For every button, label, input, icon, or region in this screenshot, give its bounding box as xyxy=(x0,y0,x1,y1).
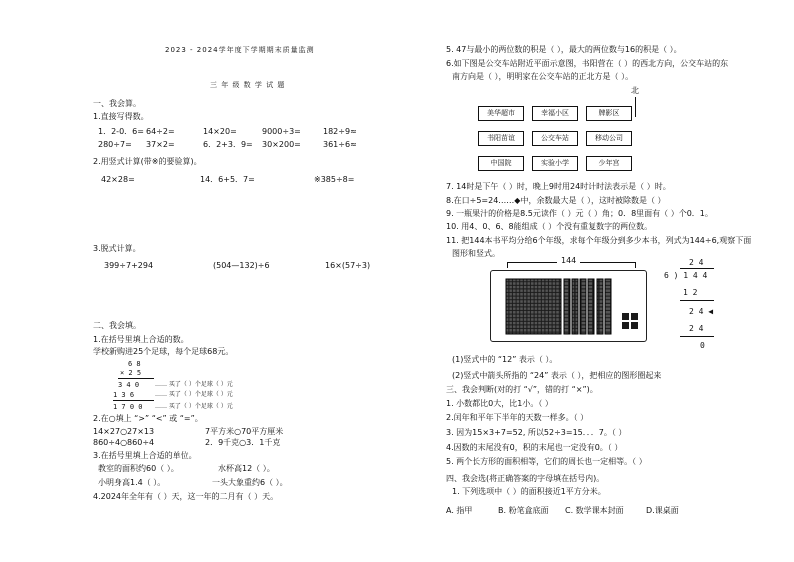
q3-instruction: 3.脱式计算。 xyxy=(93,244,141,253)
calc-note: …… 买了（ ）个足球（ ）元 xyxy=(155,381,233,388)
mixed-calc-item: 16×(57÷3) xyxy=(325,261,371,270)
fill-q11-sub1: (1)竖式中的 “12” 表示（ ）。 xyxy=(452,355,558,364)
bracket-end xyxy=(507,262,508,268)
division-rule xyxy=(680,300,714,301)
fill-q4: 4.2024年全年有（ ）天，这一年的二月有（ ）天。 xyxy=(93,492,279,501)
judge-item: 2.闰年和平年下半年的天数一样多。（ ） xyxy=(446,413,589,422)
north-label: 北 xyxy=(631,86,639,95)
division-quotient: 2 4 xyxy=(689,258,704,267)
fill-q8: 8.在口÷5=24……◆中，余数最大是（ ），这时被除数是（ ） xyxy=(446,196,666,205)
unit-item: 一头大象重约6（ ）。 xyxy=(212,478,288,487)
mult-line: × 2 5 xyxy=(120,369,142,377)
map-place: 牌影区 xyxy=(586,106,632,121)
mult-line: 3 4 0 xyxy=(118,381,140,389)
q2-instruction: 2.用竖式计算(带※的要验算)。 xyxy=(93,157,202,166)
fill-q9: 9. 一瓶果汁的价格是8.5元读作（ ）元（ ）角；0．8里面有（ ）个0．1。 xyxy=(446,209,713,218)
bracket-end xyxy=(635,262,636,268)
judge-item: 5. 两个长方形的面积相等，它们的周长也一定相等。（ ） xyxy=(446,457,647,466)
division-expression: 6 ) 1 4 4 xyxy=(664,271,708,280)
calc-item: 14×20= xyxy=(203,127,237,136)
mixed-calc-item: 399÷7+294 xyxy=(104,261,154,270)
calc-item: 6．2+3．9= xyxy=(203,140,253,149)
map-place: 幸福小区 xyxy=(532,106,578,121)
calc-item: 9000÷3= xyxy=(262,127,301,136)
blocks-figure xyxy=(490,270,647,342)
vertical-calc-item: 14．6+5．7= xyxy=(200,175,255,184)
section-4-heading: 四、我会选(将正确答案的字母填在括号内)。 xyxy=(446,474,605,483)
judge-item: 4.因数的末尾没有0，积的末尾也一定没有0。（ ） xyxy=(446,443,623,452)
calc-item: 64÷2= xyxy=(146,127,175,136)
fill-q7: 7. 14时是下午（ ）时，晚上9时用24时计时法表示是（ ）时。 xyxy=(446,182,671,191)
unit-item: 教室的面积约60（ ）。 xyxy=(98,464,179,473)
compare-item: 860÷4○860÷4 xyxy=(93,438,155,447)
section-1-heading: 一、我会算。 xyxy=(93,99,141,108)
map-place: 实验小学 xyxy=(532,156,578,171)
calc-item: 361÷6≈ xyxy=(323,140,357,149)
fill-q6-line2: 南方向是（ ），明明家在公交车站的正北方是（ ）。 xyxy=(452,72,634,81)
calc-item: 280÷7= xyxy=(98,140,132,149)
vertical-calc-item: 42×28= xyxy=(101,175,135,184)
map-place: 公交车站 xyxy=(532,131,578,146)
compare-item: 2．9千克○3．1千克 xyxy=(205,438,281,447)
division-step: 1 2 xyxy=(683,288,698,297)
choice-option: D.课桌面 xyxy=(646,506,679,515)
map-place: 美华超市 xyxy=(478,106,524,121)
fill-q11-sub2: (2)竖式中箭头所指的 “24” 表示（ ），把相应的图形圈起来 xyxy=(452,371,662,380)
fill-q11-line2: 图形和竖式。 xyxy=(452,249,500,258)
fill-q1-text: 学校新购进25个足球，每个足球68元。 xyxy=(93,347,234,356)
q1-instruction: 1.直接写得数。 xyxy=(93,112,149,121)
map-place: 少年宫 xyxy=(586,156,632,171)
compare-item: 14×27○27×13 xyxy=(93,427,155,436)
mult-rule xyxy=(118,378,154,379)
calc-note: …… 买了（ ）个足球（ ）元 xyxy=(155,403,233,410)
fill-q10: 10. 用4、0、6、8能组成（ ）个没有重复数字的两位数。 xyxy=(446,222,653,231)
fill-q5: 5. 47与最小的两位数的积是（ ），最大的两位数与16的积是（ ）。 xyxy=(446,45,682,54)
mult-line: 1 7 0 0 xyxy=(113,403,143,411)
division-rule xyxy=(680,336,714,337)
vertical-calc-item: ※385÷8= xyxy=(314,175,355,184)
mixed-calc-item: (504—132)÷6 xyxy=(213,261,270,270)
map-place: 移动公司 xyxy=(586,131,632,146)
bracket-line xyxy=(580,262,635,263)
judge-item: 3. 因为15×3+7=52, 所以52÷3=15．．．7。（ ） xyxy=(446,428,627,437)
calc-item: 1．2-0．6= xyxy=(98,127,144,136)
choice-option: A. 指甲 xyxy=(446,506,473,515)
division-bar xyxy=(680,268,714,269)
judge-item: 1. 小数都比0大，比1小。（ ） xyxy=(446,399,553,408)
fill-q1-instruction: 1.在括号里填上合适的数。 xyxy=(93,335,189,344)
division-step: 2 4 ◀ xyxy=(689,307,714,316)
mult-line: 1 3 6 xyxy=(113,391,135,399)
fill-q2-instruction: 2.在○填上 “>” “<” 或 “=”。 xyxy=(93,414,203,423)
exam-subtitle: 三 年 级 数 学 试 题 xyxy=(210,81,286,89)
calc-item: 37×2= xyxy=(146,140,175,149)
unit-item: 水杯高12（ ）。 xyxy=(218,464,275,473)
choice-option: C. 数学课本封面 xyxy=(565,506,624,515)
unit-item: 小明身高1.4（ ）。 xyxy=(98,478,166,487)
north-arrow-icon xyxy=(635,97,636,117)
base-ten-blocks-icon xyxy=(491,271,646,341)
calc-item: 30×200= xyxy=(262,140,301,149)
exam-title: 2023 - 2024学年度下学期期末质量监测 xyxy=(165,46,315,54)
section-2-heading: 二、我会填。 xyxy=(93,321,141,330)
mult-line: 6 8 xyxy=(128,360,141,368)
map-place: 中国院 xyxy=(478,156,524,171)
division-step: 0 xyxy=(700,341,705,350)
section-3-heading: 三、我会判断(对的打 “√”，错的打 “×”)。 xyxy=(446,385,598,394)
calc-item: 182÷9≈ xyxy=(323,127,357,136)
calc-note: …… 买了（ ）个足球（ ）元 xyxy=(155,391,233,398)
mult-rule xyxy=(113,400,154,401)
fill-q11-line1: 11. 把144本书平均分给6个年级，求每个年级分到多少本书，列式为144÷6,观察下面 xyxy=(446,236,752,245)
choice-q1: 1. 下列选项中（ ）的面积接近1平方分米。 xyxy=(452,487,606,496)
division-step: 2 4 xyxy=(689,324,704,333)
compare-item: 7平方米○70平方厘米 xyxy=(205,427,284,436)
fill-q6-line1: 6.如下图是公交车站附近平面示意图，书阳营在（ ）的西北方向，公交车站的东 xyxy=(446,59,729,68)
fill-q3-instruction: 3.在括号里填上合适的单位。 xyxy=(93,451,197,460)
bracket-label: 144 xyxy=(561,256,577,265)
bracket-line xyxy=(507,262,557,263)
map-place: 书阳苗谊 xyxy=(478,131,524,146)
choice-option: B. 粉笔盒底面 xyxy=(498,506,549,515)
